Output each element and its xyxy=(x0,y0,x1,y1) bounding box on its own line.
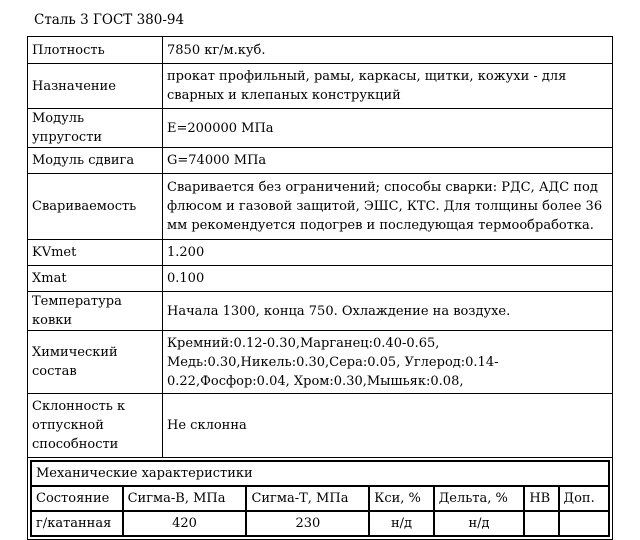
column-header: Дельта, % xyxy=(434,486,525,511)
table-row xyxy=(28,148,613,174)
row-label: Химический состав xyxy=(28,331,163,394)
row-value: 0.100 xyxy=(163,266,613,292)
table-cell: н/д xyxy=(369,511,433,536)
table-row xyxy=(28,174,613,240)
column-header: Доп. xyxy=(559,486,609,511)
row-value: 7850 кг/м.куб. xyxy=(163,37,613,64)
column-header: Кси, % xyxy=(369,486,433,511)
mechanical-table xyxy=(30,460,610,537)
table-row xyxy=(28,292,613,331)
mechanical-cell xyxy=(28,458,613,540)
table-row xyxy=(28,109,613,148)
mechanical-header-row xyxy=(31,486,609,511)
table-cell: г/катанная xyxy=(31,511,123,536)
properties-table xyxy=(27,36,613,540)
row-value: Не склонна xyxy=(163,394,613,458)
column-header: Сигма-В, МПа xyxy=(123,486,247,511)
row-value: прокат профильный, рамы, каркасы, щитки, кожухи - для сварных и клепаных конструкций xyxy=(163,64,613,109)
table-cell xyxy=(524,511,558,536)
table-cell xyxy=(559,511,609,536)
column-header: HB xyxy=(524,486,558,511)
row-label: Плотность xyxy=(28,37,163,64)
row-label: Назначение xyxy=(28,64,163,109)
row-label: Температура ковки xyxy=(28,292,163,331)
column-header: Состояние xyxy=(31,486,123,511)
table-row xyxy=(28,266,613,292)
table-cell: 230 xyxy=(246,511,369,536)
row-label: Свариваемость xyxy=(28,174,163,240)
column-header: Сигма-Т, МПа xyxy=(246,486,369,511)
page-title: Сталь 3 ГОСТ 380-94 xyxy=(34,12,185,28)
table-row xyxy=(28,394,613,458)
row-value: G=74000 МПа xyxy=(163,148,613,174)
table-row xyxy=(28,240,613,266)
table-cell: н/д xyxy=(434,511,525,536)
table-cell: 420 xyxy=(123,511,247,536)
row-value: Сваривается без ограничений; способы сварки: РДС, АДС под флюсом и газовой защитой, ЭШС, КТС. Для толщины более 36 мм рекомендуется подогрев и последующая термообработка. xyxy=(163,174,613,240)
table-row xyxy=(31,511,609,536)
row-value: 1.200 xyxy=(163,240,613,266)
mechanical-title: Механические характеристики xyxy=(31,461,609,486)
table-row xyxy=(28,331,613,394)
mechanical-section xyxy=(28,458,613,540)
row-label: Модуль сдвига xyxy=(28,148,163,174)
row-label: Xmat xyxy=(28,266,163,292)
row-value: Начала 1300, конца 750. Охлаждение на воздухе. xyxy=(163,292,613,331)
table-row xyxy=(28,37,613,64)
row-value: Кремний:0.12-0.30,Марганец:0.40-0.65, Медь:0.30,Никель:0.30,Сера:0.05, Углерод:0.14-0.22,Фосфор:0.04, Хром:0.30,Мышьяк:0.08, xyxy=(163,331,613,394)
row-label: Склонность к отпускной способности xyxy=(28,394,163,458)
row-value: E=200000 МПа xyxy=(163,109,613,148)
row-label: KVmet xyxy=(28,240,163,266)
table-row xyxy=(28,64,613,109)
row-label: Модуль упругости xyxy=(28,109,163,148)
